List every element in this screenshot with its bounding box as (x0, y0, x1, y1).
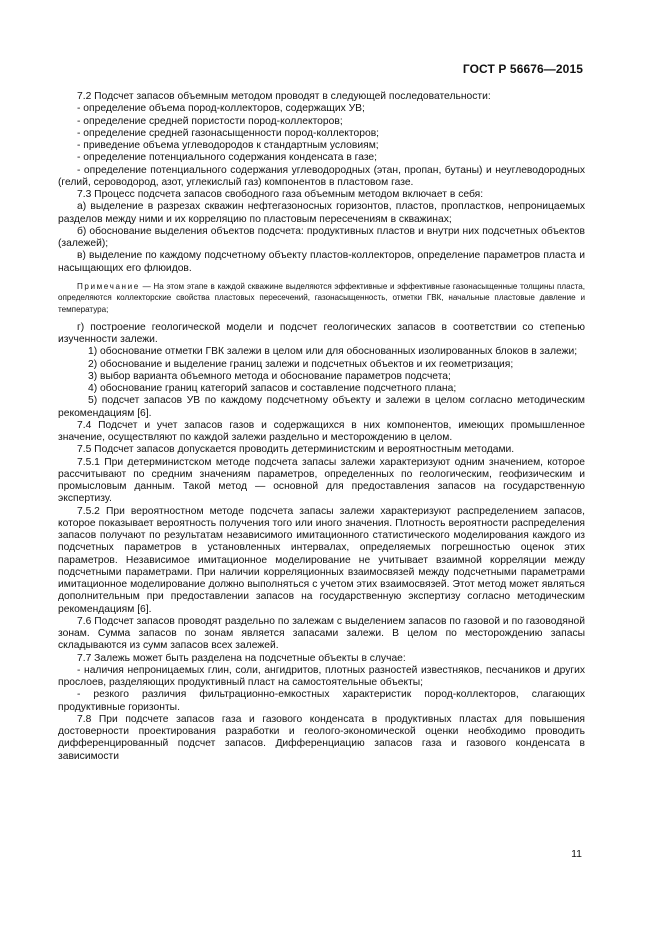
paragraph-7-2: 7.2 Подсчет запасов объемным методом проводят в следующей последовательности: (77, 91, 491, 102)
paragraph-7-6: 7.6 Подсчет запасов проводят раздельно по залежам с выделением запасов по газовой и по газоводяной зонам. Сумма запасов по зонам является запасами залежи. В целом по месторождению запасы складываются из сумм запасов всех залежей. (58, 615, 585, 652)
list-item: а) выделение в разрезах скважин нефтегазоносных горизонтов, пластов, пропластков, непроницаемых разделов между ними и их корреляцию по пластовым пересечениям в скважинах; (58, 201, 585, 225)
list-item: - определение потенциального содержания конденсата в газе; (77, 152, 378, 164)
sub-list-item: 5) подсчет запасов УВ по каждому подсчетному объекту и залежи в целом согласно методическим рекомендациям [6]. (58, 395, 585, 419)
list-item: - определение потенциального содержания углеводородных (этан, пропан, бутаны) и неуглеводородных (гелий, сероводород, азот, углекислый газ) компонентов в пластовом газе. (58, 164, 585, 188)
list-item: - определение средней газонасыщенности пород-коллекторов; (77, 127, 380, 139)
paragraph-7-4: 7.4 Подсчет и учет запасов газов и содержащихся в них компонентов, имеющих промышленное значение, осуществляют по каждой залежи раздельно и месторождению в целом. (58, 419, 585, 444)
sub-list-item: 3) выбор варианта объемного метода и обоснование параметров подсчета; (88, 370, 451, 382)
list-item: - наличия непроницаемых глин, соли, ангидритов, плотных разностей известняков, песчаников и других прослоев, разделяющих продуктивный пласт на самостоятельные объекты; (58, 664, 585, 689)
list-item: - приведение объема углеводородов к стандартным условиям; (77, 140, 379, 151)
list-item: б) обоснование выделения объектов подсчета: продуктивных пластов и внутри них подсчетных объектов (залежей); (58, 225, 585, 249)
paragraph-7-5-2: 7.5.2 При вероятностном методе подсчета запасы залежи характеризуют распределением запасов, которое показывает вероятность получения того или иного значения. Плотность вероятности распределения запасов получают по результатам независимого имитационного статистического моделирования каждого из подсчетных параметров в установленных интервалах, определяемых погрешностью оценок этих параметров. Независимое имитационное моделирование не учитывает взаимной корреляции между подсчетными параметрами. При наличии корреляционных взаимосвязей между подсчетными параметрами имитационное моделирование должно выполняться с учетом этих взаимосвязей. Этот метод может являться дополнительным при предоставлении запасов на государственную экспертизу согласно методическим рекомендациям [6]. (58, 505, 585, 615)
note (58, 281, 585, 315)
sub-list-item: 2) обоснование и выделение границ залежи и подсчетных объектов и их геометризация; (88, 358, 514, 370)
note-label: Примечание (77, 281, 140, 291)
paragraph-7-3: 7.3 Процесс подсчета запасов свободного газа объемным методом включает в себя: (77, 189, 484, 200)
note-text: На этом этапе в каждой скважине выделяются эффективные и эффективные газонасыщенные толщины пласта, определяются коллекторские свойства пластовых пересечений, газонасыщенность, отметки ГВК, начальные пластовые давление и температура; (58, 281, 585, 314)
page-body (58, 91, 585, 763)
paragraph-7-7: 7.7 Залежь может быть разделена на подсчетные объекты в случае: (77, 652, 406, 664)
paragraph-7-5-1: 7.5.1 При детерминистском методе подсчета запасы залежи характеризуют одним значением, которое рассчитывают по средним значениям параметров, определенных по геологическим, геофизическим и промысловым данным. Такой метод — основной для предоставления запасов на государственную экспертизу. (58, 456, 585, 505)
list-item: - резкого различия фильтрационно-емкостных характеристик пород-коллекторов, слагающих продуктивные горизонты. (58, 689, 585, 713)
sub-list-item: 4) обоснование границ категорий запасов и составление подсчетного плана; (88, 383, 457, 395)
list-item: г) построение геологической модели и подсчет геологических запасов в соответствии со степенью изученности залежи. (58, 321, 585, 346)
paragraph-7-8: 7.8 При подсчете запасов газа и газового конденсата в продуктивных пластах для повышения достоверности проектирования разработки и геолого-экономической оценки необходимо проводить дифференцированный подсчет запасов. Дифференциацию запасов газа и газового конденсата в зависимости (58, 713, 585, 762)
list-item: - определение объема пород-коллекторов, содержащих УВ; (77, 103, 365, 115)
note-dash: — (139, 281, 154, 291)
paragraph-7-5: 7.5 Подсчет запасов допускается проводить детерминистским и вероятностным методами. (77, 444, 515, 456)
list-item: - определение средней пористости пород-коллекторов; (77, 115, 343, 127)
document-code: ГОСТ Р 56676—2015 (462, 62, 583, 76)
list-item: в) выделение по каждому подсчетному объекту пластов-коллекторов, определение параметров пласта и насыщающих его флюидов. (58, 250, 585, 274)
page-number: 11 (571, 848, 582, 860)
sub-list-item: 1) обоснование отметки ГВК залежи в целом или для обоснованных изолированных блоков в залежи; (88, 346, 578, 358)
